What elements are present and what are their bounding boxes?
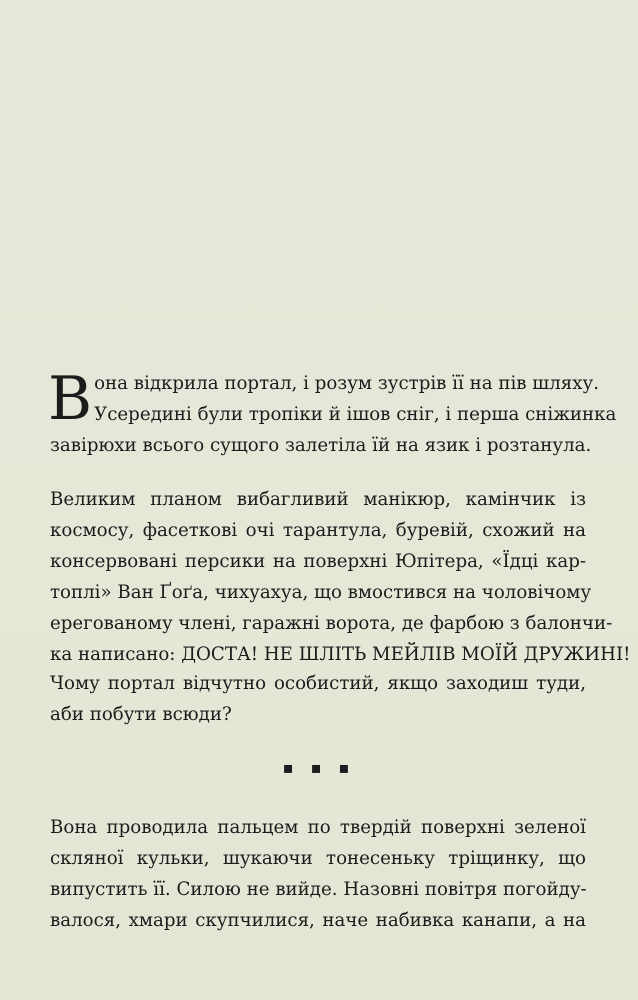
text-line: ка написано: ДОСТА! НЕ ШЛІТЬ МЕЙЛІВ МОЇЙ ДРУЖИНІ! [50, 644, 631, 665]
text-line: космосу, фасеткові очі тарантула, буревій, схожий на [50, 520, 586, 541]
text-line: консервовані персики на поверхні Юпітера, «Їдці кар- [50, 551, 586, 572]
paragraph-3 [50, 668, 586, 730]
paragraph-1 [48, 364, 617, 461]
text-line: аби побути всюди? [50, 704, 232, 725]
text-line: завірюхи всього сущого залетіла їй на язик і розтанула. [50, 435, 592, 456]
paragraph-2 [50, 484, 631, 670]
text-line: Великим планом вибагливий манікюр, камінчик із [50, 489, 586, 510]
text-line: Чому портал відчутно особистий, якщо заходиш туди, [50, 673, 586, 694]
text-line: Усередині були тропіки й ішов сніг, і перша сніжинка [94, 404, 617, 425]
section-separator: ▪ ▪ ▪ [282, 758, 356, 777]
text-line: она відкрила портал, і розум зустрів її на пів шляху. [94, 373, 599, 394]
text-line: Вона проводила пальцем по твердій поверхні зеленої [50, 817, 586, 838]
text-line: ерегованому члені, гаражні ворота, де фарбою з балончи- [50, 613, 613, 634]
paragraph-4 [50, 812, 586, 936]
text-line: топлі» Ван Ґоґа, чихуахуа, що вмостився на чоловічому [50, 582, 592, 603]
text-line: валося, хмари скупчилися, наче набивка канапи, а на [50, 910, 586, 931]
text-line: скляної кульки, шукаючи тонесеньку тріщинку, що [50, 848, 586, 869]
text-line: випустить її. Силою не вийде. Назовні повітря погойду- [50, 879, 587, 900]
drop-cap: В [48, 364, 93, 434]
